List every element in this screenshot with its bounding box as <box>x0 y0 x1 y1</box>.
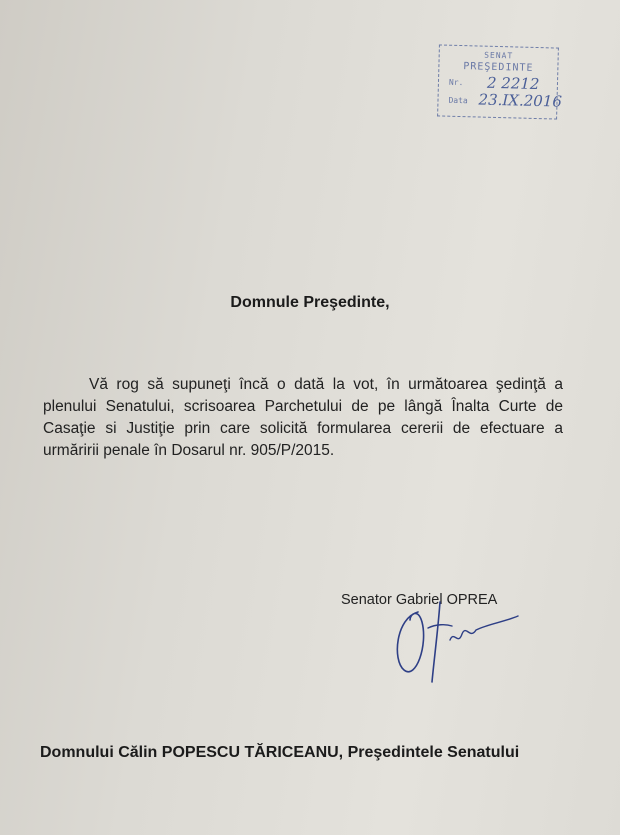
signer-name: Senator Gabriel OPREA <box>341 592 498 608</box>
registration-stamp <box>437 44 563 119</box>
letter-addressee: Domnului Călin POPESCU TĂRICEANU, Preşedintele Senatului <box>40 744 520 761</box>
stamp-office: PREŞEDINTE <box>463 61 534 74</box>
handwritten-signature <box>388 600 528 690</box>
letter-greeting: Domnule Preşedinte, <box>230 294 390 311</box>
stamp-number-label: Nr. <box>448 77 464 88</box>
stamp-number-value: 2 2212 <box>486 73 540 94</box>
stamp-date-value: 23.IX.2016 <box>478 90 563 111</box>
letter-body: Vă rog să supuneţi încă o dată la vot, în următoarea şedinţă a plenului Senatului, scrisoarea Parchetului de pe lângă Înalta Curte de Casaţie si Justiţie prin care solicită formularea cererii de efectuare a urmăririi penale în Dosarul nr. 905/P/2015. <box>43 376 563 459</box>
stamp-institution: SENAT <box>484 50 514 61</box>
stamp-date-label: Data <box>448 95 468 106</box>
